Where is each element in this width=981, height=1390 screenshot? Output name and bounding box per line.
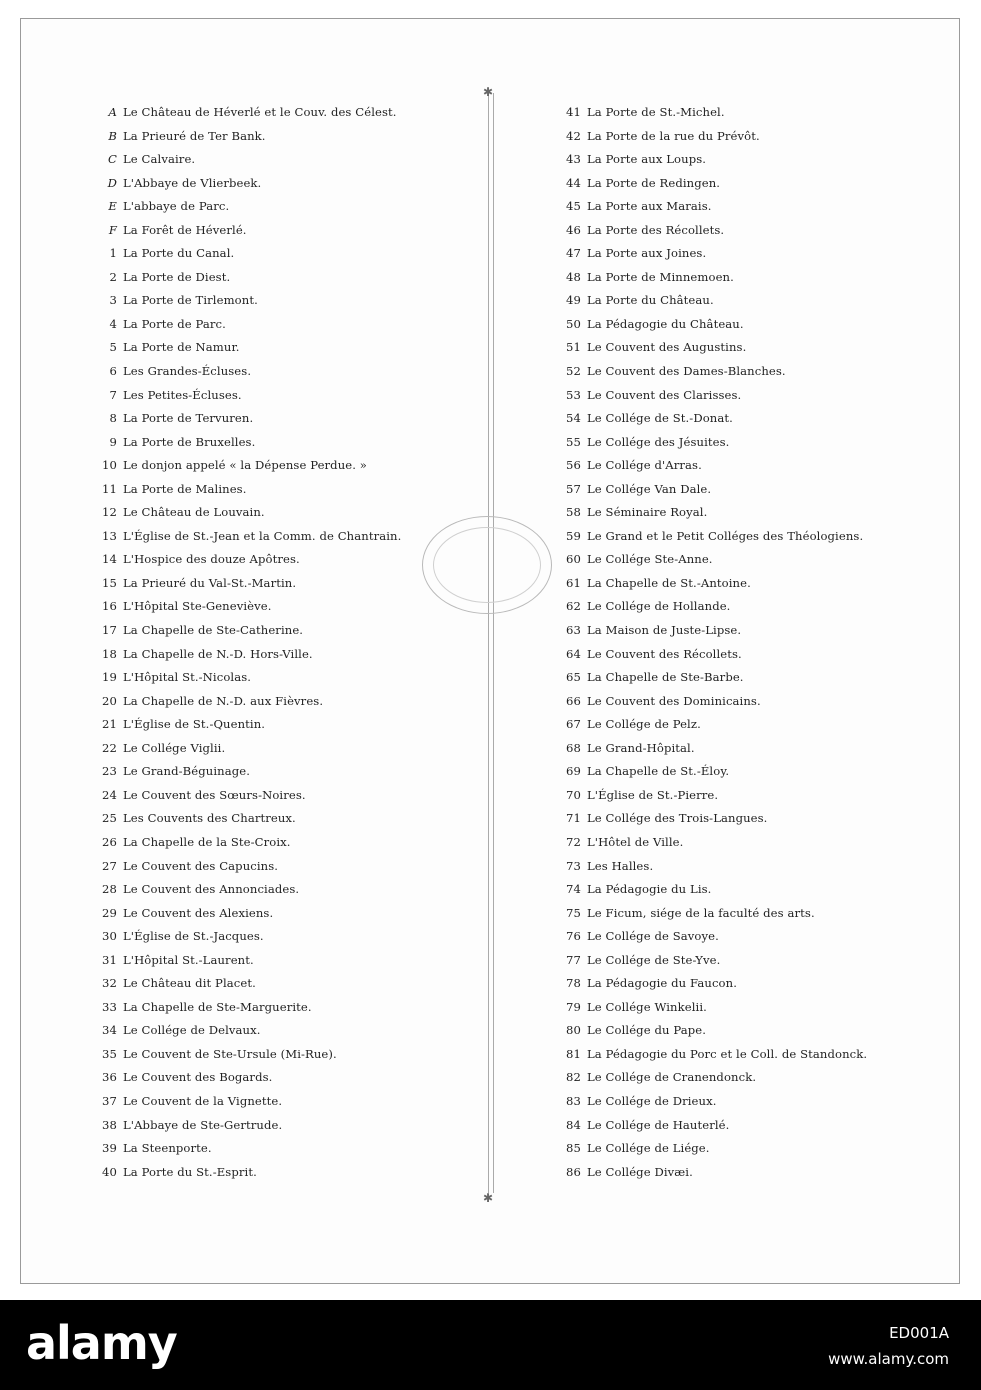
legend-entry-text: La Chapelle de Ste-Barbe.	[587, 670, 744, 685]
legend-entry-text: L'Église de St.-Jacques.	[123, 929, 264, 944]
legend-entry	[91, 1090, 491, 1114]
legend-entry	[91, 1161, 491, 1185]
legend-entry-number: 16	[102, 599, 117, 614]
legend-entry-number: 18	[102, 646, 117, 661]
legend-entry	[91, 737, 491, 761]
legend-entry-number: 26	[102, 834, 117, 849]
legend-entry-text: La Porte de Namur.	[123, 340, 240, 355]
legend-entry-text: Le Grand et le Petit Colléges des Théologiens.	[587, 528, 864, 543]
legend-entry	[559, 360, 949, 384]
legend-entry	[91, 1137, 491, 1161]
legend-entry-number: 69	[566, 764, 581, 779]
legend-entry-number: 75	[566, 905, 581, 920]
legend-entry-number: 46	[566, 222, 581, 237]
legend-entry-number: 64	[566, 646, 581, 661]
legend-entry-number: 55	[566, 434, 581, 449]
legend-entry	[91, 925, 491, 949]
legend-entry-number: 83	[566, 1093, 581, 1108]
legend-entry-text: La Porte du Canal.	[123, 246, 235, 261]
legend-entry	[91, 148, 491, 172]
legend-entry-number: 4	[109, 316, 117, 331]
legend-entry-number: 60	[566, 552, 581, 567]
legend-entry-number: 54	[566, 411, 581, 426]
legend-entry-text: Le Couvent des Capucins.	[123, 858, 279, 873]
legend-entry-number: 40	[102, 1164, 117, 1179]
legend-entry-text: Le Collége de Delvaux.	[123, 1023, 261, 1038]
legend-entry-text: La Porte aux Loups.	[587, 152, 707, 167]
legend-entry-number: 33	[102, 999, 117, 1014]
legend-entry-number: 20	[102, 693, 117, 708]
legend-entry-number: 13	[102, 528, 117, 543]
legend-entry-text: La Porte du Château.	[587, 293, 714, 308]
legend-entry-number: 70	[566, 787, 581, 802]
legend-entry-number: 85	[566, 1141, 581, 1156]
legend-entry-text: Le Collége du Pape.	[587, 1023, 706, 1038]
legend-entry-number: 74	[566, 882, 581, 897]
legend-entry-number: 72	[566, 834, 581, 849]
divider-ornament-top: ✱	[483, 85, 494, 99]
legend-entry-text: Le Couvent des Récollets.	[587, 646, 742, 661]
legend-entry-number: 61	[566, 575, 581, 590]
legend-entry-text: Le Collége de Ste-Yve.	[587, 952, 721, 967]
legend-entry-text: Le Collége Viglii.	[123, 740, 226, 755]
legend-entry-text: Le Collége des Trois-Langues.	[587, 811, 768, 826]
legend-entry-number: 39	[102, 1141, 117, 1156]
legend-entry	[91, 266, 491, 290]
legend-entry-number: 9	[109, 434, 117, 449]
legend-entry-text: La Porte de Bruxelles.	[123, 434, 256, 449]
legend-entry-text: La Porte de Tervuren.	[123, 411, 254, 426]
museum-stamp	[422, 516, 552, 614]
legend-entry-text: L'Abbaye de Vlierbeek.	[123, 175, 262, 190]
legend-entry	[91, 595, 491, 619]
legend-entry-text: La Chapelle de la Ste-Croix.	[123, 834, 291, 849]
legend-entry-text: Le Couvent des Dominicains.	[587, 693, 761, 708]
legend-entry	[91, 172, 491, 196]
legend-entry-text: La Pédagogie du Porc et le Coll. de Standonck.	[587, 1046, 868, 1061]
legend-entry-text: La Prieuré de Ter Bank.	[123, 128, 266, 143]
legend-entry-number: 73	[566, 858, 581, 873]
legend-entry-text: L'Église de St.-Jean et la Comm. de Chantrain.	[123, 528, 402, 543]
legend-entry-number: 48	[566, 269, 581, 284]
legend-entry-text: La Chapelle de Ste-Marguerite.	[123, 999, 312, 1014]
legend-entry-number: 50	[566, 316, 581, 331]
legend-entry-number: 36	[102, 1070, 117, 1085]
legend-entry	[559, 760, 949, 784]
legend-entry	[559, 1043, 949, 1067]
legend-entry	[559, 737, 949, 761]
legend-entry-text: Le Ficum, siége de la faculté des arts.	[587, 905, 815, 920]
legend-entry-text: Le Collége de Savoye.	[587, 929, 719, 944]
legend-entry-number: 28	[102, 882, 117, 897]
legend-entry	[559, 996, 949, 1020]
legend-entry-text: La Chapelle de N.-D. Hors-Ville.	[123, 646, 313, 661]
legend-entry-number: 21	[102, 717, 117, 732]
legend-entry-number: 2	[109, 269, 117, 284]
legend-entry-number: 81	[566, 1046, 581, 1061]
legend-entry-text: Les Grandes-Écluses.	[123, 364, 252, 379]
legend-entry	[559, 219, 949, 243]
legend-entry	[91, 972, 491, 996]
legend-entry	[559, 454, 949, 478]
legend-entry-number: 8	[109, 411, 117, 426]
legend-entry-text: Le Collége de Hauterlé.	[587, 1117, 730, 1132]
legend-entry	[559, 855, 949, 879]
legend-entry	[91, 125, 491, 149]
legend-entry	[559, 172, 949, 196]
legend-entry-number: 15	[102, 575, 117, 590]
legend-entry-text: L'Hôtel de Ville.	[587, 834, 684, 849]
legend-entry-number: 3	[109, 293, 117, 308]
legend-entry-text: Le Collége de Hollande.	[587, 599, 731, 614]
legend-entry-text: Le Château de Héverlé et le Couv. des Célest.	[123, 105, 397, 119]
legend-entry	[91, 336, 491, 360]
legend-entry	[559, 1019, 949, 1043]
legend-entry	[91, 454, 491, 478]
legend-entry-number: 31	[102, 952, 117, 967]
legend-entry	[559, 125, 949, 149]
legend-entry-number: 29	[102, 905, 117, 920]
legend-entry-text: Le Collége de Drieux.	[587, 1093, 717, 1108]
legend-entry	[559, 1066, 949, 1090]
legend-entry	[91, 666, 491, 690]
legend-entry-number: 23	[102, 764, 117, 779]
legend-entry-number: 67	[566, 717, 581, 732]
legend-entry-text: Le Couvent des Annonciades.	[123, 882, 300, 897]
legend-entry-number: 24	[102, 787, 117, 802]
legend-entry-number: 43	[566, 152, 581, 167]
legend-entry	[559, 949, 949, 973]
legend-entry-text: Le Couvent des Sœurs-Noires.	[123, 787, 306, 802]
legend-entry-number: 76	[566, 929, 581, 944]
legend-entry	[559, 1090, 949, 1114]
legend-entry-number: 25	[102, 811, 117, 826]
legend-entry-text: La Prieuré du Val-St.-Martin.	[123, 575, 297, 590]
legend-entry-text: Les Petites-Écluses.	[123, 387, 242, 402]
legend-entry	[559, 101, 949, 125]
legend-entry	[559, 384, 949, 408]
legend-entry-text: La Maison de Juste-Lipse.	[587, 623, 742, 638]
legend-entry-number: 49	[566, 293, 581, 308]
legend-entry	[91, 760, 491, 784]
legend-entry-number: 47	[566, 246, 581, 261]
legend-entry	[91, 407, 491, 431]
legend-entry-number: E	[108, 199, 117, 214]
legend-entry	[559, 690, 949, 714]
legend-entry-number: 77	[566, 952, 581, 967]
legend-entry-number: 66	[566, 693, 581, 708]
legend-entry-text: Le Grand-Béguinage.	[123, 764, 250, 779]
legend-entry	[559, 619, 949, 643]
legend-entry	[559, 148, 949, 172]
legend-entry	[559, 336, 949, 360]
legend-entry-number: 44	[566, 175, 581, 190]
legend-entry	[91, 949, 491, 973]
legend-entry	[91, 855, 491, 879]
legend-entry	[559, 1114, 949, 1138]
legend-entry-text: Les Couvents des Chartreux.	[123, 811, 296, 826]
legend-entry-text: Les Halles.	[587, 858, 654, 873]
legend-entry	[559, 572, 949, 596]
legend-entry-number: 11	[102, 481, 117, 496]
legend-entry-number: F	[108, 222, 117, 237]
legend-entry	[559, 666, 949, 690]
legend-entry-number: 79	[566, 999, 581, 1014]
legend-entry	[559, 595, 949, 619]
legend-entry-number: A	[108, 105, 117, 119]
column-divider	[488, 93, 494, 1193]
legend-entry-text: La Porte de Redingen.	[587, 175, 721, 190]
legend-entry	[559, 902, 949, 926]
legend-entry-text: La Porte de Parc.	[123, 316, 226, 331]
legend-entry-number: 1	[109, 246, 117, 261]
legend-entry	[559, 548, 949, 572]
legend-entry-text: La Porte de Malines.	[123, 481, 247, 496]
legend-entry-text: La Pédagogie du Lis.	[587, 882, 712, 897]
legend-entry-number: 37	[102, 1093, 117, 1108]
legend-entry	[91, 360, 491, 384]
legend-entry-text: La Pédagogie du Château.	[587, 316, 744, 331]
legend-entry-text: Le Collége de Liége.	[587, 1141, 710, 1156]
legend-entry-text: L'Hôpital Ste-Geneviève.	[123, 599, 272, 614]
legend-entry-number: 12	[102, 505, 117, 520]
legend-entry-number: 78	[566, 976, 581, 991]
legend-entry-text: L'Hôpital St.-Nicolas.	[123, 670, 252, 685]
legend-entry-text: Le Couvent de la Vignette.	[123, 1093, 283, 1108]
legend-entry-text: La Porte de Tirlemont.	[123, 293, 258, 308]
legend-entry-number: 32	[102, 976, 117, 991]
legend-entry-text: La Porte de la rue du Prévôt.	[587, 128, 760, 143]
legend-entry-number: 5	[109, 340, 117, 355]
legend-entry-text: Le Couvent des Dames-Blanches.	[587, 364, 786, 379]
legend-entry	[91, 690, 491, 714]
legend-entry-text: Le Couvent des Clarisses.	[587, 387, 742, 402]
legend-entry	[559, 784, 949, 808]
legend-entry-text: Le Couvent des Augustins.	[587, 340, 747, 355]
legend-entry-text: Le Couvent des Alexiens.	[123, 905, 274, 920]
legend-entry-number: 30	[102, 929, 117, 944]
legend-entry-text: L'abbaye de Parc.	[123, 199, 230, 214]
legend-entry-text: Le Collége de Cranendonck.	[587, 1070, 757, 1085]
legend-entry-number: 41	[566, 105, 581, 119]
legend-entry-text: L'Abbaye de Ste-Gertrude.	[123, 1117, 283, 1132]
legend-entry-text: L'Hospice des douze Apôtres.	[123, 552, 300, 567]
legend-entry	[91, 1043, 491, 1067]
legend-entry	[91, 289, 491, 313]
legend-entry-number: 65	[566, 670, 581, 685]
document-page	[20, 18, 960, 1284]
legend-entry-number: 35	[102, 1046, 117, 1061]
legend-entry-number: C	[108, 152, 117, 167]
legend-entry	[559, 242, 949, 266]
legend-entry-number: 80	[566, 1023, 581, 1038]
legend-entry	[91, 219, 491, 243]
legend-entry-text: Le Collége des Jésuites.	[587, 434, 730, 449]
legend-entry-number: 42	[566, 128, 581, 143]
legend-entry	[559, 313, 949, 337]
site-url: www.alamy.com	[828, 1350, 949, 1368]
legend-entry-number: 6	[109, 364, 117, 379]
legend-entry	[91, 1114, 491, 1138]
legend-entry	[559, 289, 949, 313]
legend-entry-number: 10	[102, 458, 117, 473]
legend-entry-text: Le Collége Winkelii.	[587, 999, 707, 1014]
legend-entry-number: 45	[566, 199, 581, 214]
legend-entry	[559, 878, 949, 902]
legend-entry-text: Le Château de Louvain.	[123, 505, 265, 520]
legend-entry-number: 38	[102, 1117, 117, 1132]
legend-entry-number: 63	[566, 623, 581, 638]
legend-entry	[91, 384, 491, 408]
legend-entry-number: 62	[566, 599, 581, 614]
legend-entry-number: 19	[102, 670, 117, 685]
legend-entry-number: 51	[566, 340, 581, 355]
legend-entry-text: Le Collége Divæi.	[587, 1164, 693, 1179]
legend-entry-text: La Chapelle de St.-Éloy.	[587, 764, 730, 779]
legend-entry-text: Le Grand-Hôpital.	[587, 740, 695, 755]
divider-ornament-bottom: ✱	[483, 1191, 494, 1205]
legend-entry-text: La Porte du St.-Esprit.	[123, 1164, 257, 1179]
legend-entry	[91, 313, 491, 337]
legend-entry	[91, 1019, 491, 1043]
legend-entry	[559, 643, 949, 667]
legend-entry-number: 84	[566, 1117, 581, 1132]
legend-entry	[91, 501, 491, 525]
legend-entry	[91, 643, 491, 667]
legend-entry-text: La Chapelle de Ste-Catherine.	[123, 623, 304, 638]
legend-entry-text: La Chapelle de N.-D. aux Fièvres.	[123, 693, 324, 708]
image-code: ED001A	[889, 1324, 949, 1342]
legend-entry-number: 34	[102, 1023, 117, 1038]
legend-entry-text: Le Séminaire Royal.	[587, 505, 708, 520]
legend-entry	[91, 878, 491, 902]
legend-entry	[91, 431, 491, 455]
legend-entry	[559, 266, 949, 290]
legend-entry-text: La Porte de Diest.	[123, 269, 231, 284]
legend-entry	[91, 784, 491, 808]
legend-entry-number: 58	[566, 505, 581, 520]
legend-entry	[91, 619, 491, 643]
legend-entry-text: Le Collége Ste-Anne.	[587, 552, 713, 567]
legend-entry	[559, 925, 949, 949]
legend-entry-text: La Porte de St.-Michel.	[587, 105, 725, 119]
legend-column-left	[91, 101, 491, 1184]
legend-entry-text: La Steenporte.	[123, 1141, 212, 1156]
legend-entry	[91, 713, 491, 737]
legend-entry-text: La Porte aux Marais.	[587, 199, 712, 214]
legend-entry	[91, 831, 491, 855]
legend-entry-number: 59	[566, 528, 581, 543]
legend-entry-number: 52	[566, 364, 581, 379]
alamy-logo: alamy	[26, 1316, 177, 1370]
legend-entry	[559, 972, 949, 996]
legend-entry	[91, 996, 491, 1020]
legend-entry	[559, 831, 949, 855]
legend-entry-text: Le Calvaire.	[123, 152, 196, 167]
legend-entry-text: L'Hôpital St.-Laurent.	[123, 952, 254, 967]
legend-entry-text: Le Collége de Pelz.	[587, 717, 701, 732]
legend-entry	[559, 1161, 949, 1185]
legend-entry-number: D	[107, 175, 117, 190]
legend-entry	[91, 902, 491, 926]
legend-entry-text: La Chapelle de St.-Antoine.	[587, 575, 751, 590]
legend-entry-text: La Forêt de Héverlé.	[123, 222, 247, 237]
legend-entry-number: B	[108, 128, 117, 143]
legend-entry	[559, 407, 949, 431]
legend-entry-number: 82	[566, 1070, 581, 1085]
legend-entry-text: La Pédagogie du Faucon.	[587, 976, 737, 991]
legend-entry	[559, 195, 949, 219]
museum-stamp-inner-ring	[433, 527, 541, 603]
legend-entry-text: Le Château dit Placet.	[123, 976, 256, 991]
legend-entry-text: L'Église de St.-Quentin.	[123, 717, 266, 732]
legend-entry	[559, 525, 949, 549]
legend-entry-number: 57	[566, 481, 581, 496]
legend-entry	[559, 807, 949, 831]
legend-entry-text: Le Collége Van Dale.	[587, 481, 712, 496]
legend-entry	[559, 478, 949, 502]
legend-entry	[91, 242, 491, 266]
legend-entry-number: 68	[566, 740, 581, 755]
legend-entry-text: Le Couvent de Ste-Ursule (Mi-Rue).	[123, 1046, 337, 1061]
legend-entry	[91, 478, 491, 502]
legend-entry-text: Le donjon appelé « la Dépense Perdue. »	[123, 458, 367, 473]
legend-entry	[91, 195, 491, 219]
legend-entry-number: 17	[102, 623, 117, 638]
legend-entry	[91, 807, 491, 831]
legend-entry-number: 7	[109, 387, 117, 402]
legend-entry-number: 56	[566, 458, 581, 473]
legend-entry	[559, 713, 949, 737]
legend-entry	[559, 501, 949, 525]
legend-entry-text: Le Collége d'Arras.	[587, 458, 702, 473]
legend-entry-number: 53	[566, 387, 581, 402]
legend-entry-number: 71	[566, 811, 581, 826]
legend-entry-text: L'Église de St.-Pierre.	[587, 787, 719, 802]
legend-entry-text: Le Collége de St.-Donat.	[587, 411, 733, 426]
legend-entry-text: Le Couvent des Bogards.	[123, 1070, 273, 1085]
legend-entry	[559, 1137, 949, 1161]
legend-entry	[559, 431, 949, 455]
legend-entry	[91, 101, 491, 125]
legend-entry-text: La Porte des Récollets.	[587, 222, 725, 237]
legend-entry-number: 27	[102, 858, 117, 873]
legend-entry-text: La Porte de Minnemoen.	[587, 269, 734, 284]
legend-entry-number: 14	[102, 552, 117, 567]
legend-entry-number: 86	[566, 1164, 581, 1179]
legend-entry-number: 22	[102, 740, 117, 755]
legend-column-right	[559, 101, 949, 1184]
legend-entry	[91, 1066, 491, 1090]
legend-entry-text: La Porte aux Joines.	[587, 246, 707, 261]
